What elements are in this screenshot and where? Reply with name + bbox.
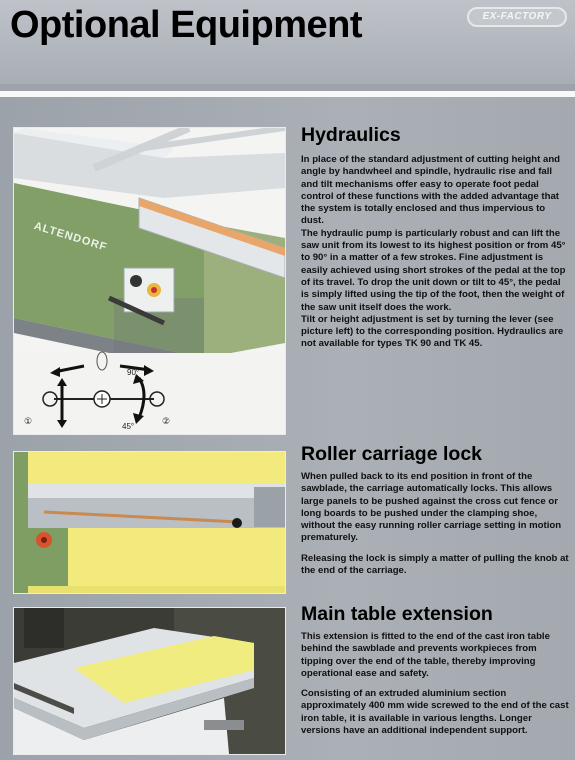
table-extension-heading: Main table extension: [301, 603, 493, 625]
page-title: Optional Equipment: [10, 4, 362, 46]
hydraulics-photo-illustration: [14, 128, 285, 434]
photo-brand-label: ALTENDORF: [32, 220, 109, 254]
hydraulics-text: [301, 154, 567, 351]
brand-logo: [467, 7, 567, 27]
hydraulics-paragraph: Tilt or height adjustment is set by turning the lever (see picture left) to the corresponding position. Hydraulics are not available for types TK 90 and TK 45.: [301, 313, 564, 350]
roller-carriage-text: [301, 471, 571, 577]
diagram-label-90: 90°: [127, 368, 140, 377]
hydraulics-heading: Hydraulics: [301, 124, 401, 146]
diagram-label-1: ①: [24, 416, 33, 426]
diagram-label-45: 45°: [122, 422, 135, 431]
hydraulics-paragraph: In place of the standard adjustment of cutting height and angle by handwheel and spindle, hydraulic rise and fall and tilt mechanisms offer easy to operate foot pedal control of these functions with the added advantage that the system is totally enclosed and thus impervious to dust.: [301, 154, 561, 227]
table-extension-illustration: [14, 608, 285, 754]
roller-carriage-paragraph: Releasing the lock is simply a matter of pulling the knob at the end of the carriage.: [301, 552, 569, 577]
hydraulics-paragraph: The hydraulic pump is particularly robust and can lift the saw unit from its lowest to its highest position or from 45° to 90° in a matter of a few strokes. Fine adjustment is easily achieved using short strokes of the pedal at the top of its travel. To drop the unit down or tilt to 45°, the pedal is simply lifted using the tip of the foot, then the weight of the saw unit itself does the work.: [301, 227, 566, 313]
roller-carriage-photo: [13, 451, 286, 594]
hydraulics-photo: [13, 127, 286, 435]
table-extension-paragraph: Consisting of an extruded aluminium section approximately 400 mm wide screwed to the end of the cast iron table, it is available in various lengths. Longer versions have an additional independent support.: [301, 688, 569, 737]
table-extension-photo: [13, 607, 286, 755]
roller-carriage-heading: Roller carriage lock: [301, 443, 483, 465]
table-extension-text: [301, 631, 571, 737]
roller-carriage-illustration: [14, 452, 285, 593]
diagram-label-2: ②: [162, 416, 171, 426]
brand-logo-text: EX-FACTORY: [482, 11, 552, 22]
table-extension-paragraph: This extension is fitted to the end of the cast iron table behind the sawblade and prevents workpieces from tipping over the end of the table, thereby improving operational ease and safety.: [301, 631, 550, 679]
page-header: [0, 0, 575, 84]
roller-carriage-paragraph: When pulled back to its end position in front of the sawblade, the carriage automatically locks. This allows large panels to be pushed against the cross cut fence or long boards to be pushed under the clamping shoe, without the easy running roller carriage setting in motion prematurely.: [301, 471, 562, 544]
